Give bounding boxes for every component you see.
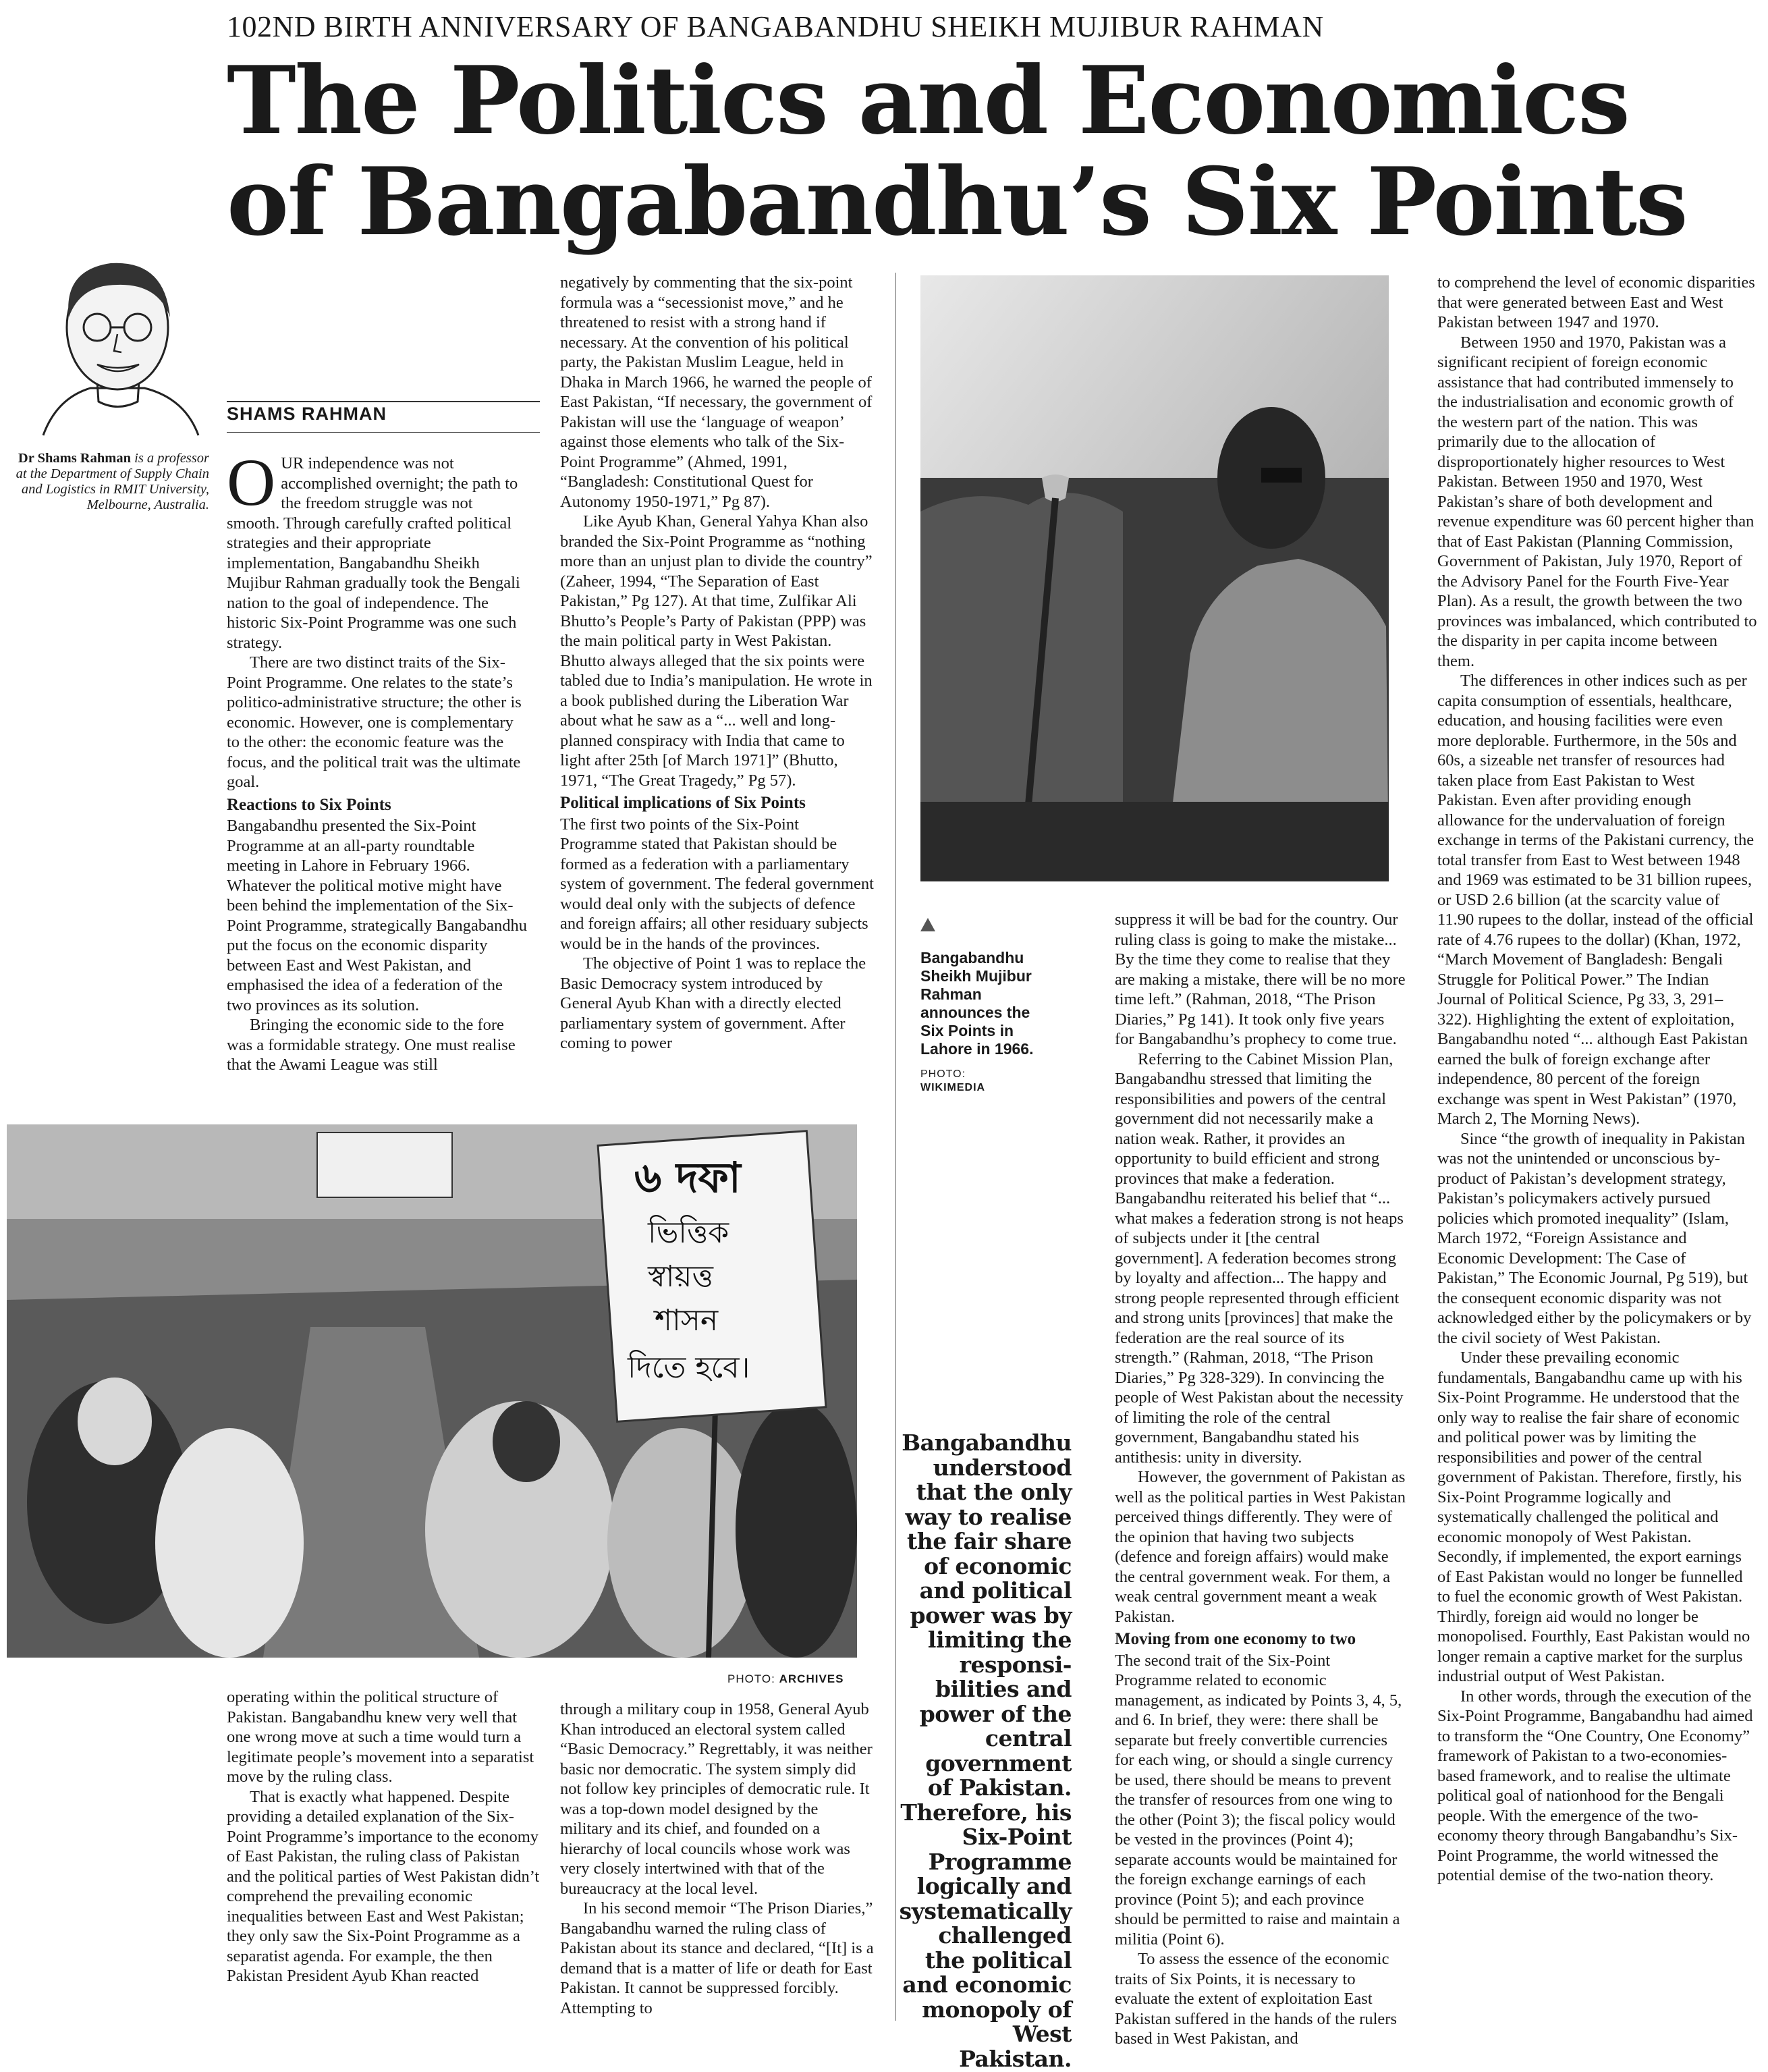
- paragraph: In other words, through the execution of the Six-Point Programme, Bangabandhu had aimed to transform the “One Country, One Economy” framework of Pakistan to a two-economies-based framework, and to realise the ultimate political goal of nationhood for the Bengali people. With the emergence of the two-economy theory through Bangabandhu’s Six-Point Programme, the world witnessed the potential demise of the two-nation theory.: [1437, 1687, 1753, 1884]
- placard-line: ভিত্তিক: [648, 1216, 729, 1250]
- paragraph: The objective of Point 1 was to replace the Basic Democracy system introduced by General Ayub Khan with a directly elected parliamentary system of government. After coming to power: [560, 954, 866, 1052]
- paragraph: Between 1950 and 1970, Pakistan was a significant recipient of foreign economic assistance that had contributed immensely to the industrialisation and economic growth of the western part of the nation. This was primarily due to the allocation of disproportionately higher resources to West Pakistan. Between 1950 and 1970, West Pakistan’s share of both development and revenue expenditure was 60 percent higher than that of East Pakistan (Planning Commission, Government of Pakistan, July 1970, Report of the Advisory Panel for the Fourth Five-Year Plan). As a result, the growth between the two provinces was imbalanced, which contributed to the disparity in per capita income between them.: [1437, 333, 1757, 670]
- photo-credit-label: PHOTO:: [727, 1672, 775, 1685]
- column-5: [1115, 910, 1406, 2049]
- author-sketch-icon: [16, 243, 219, 439]
- photo-credit-label: PHOTO:: [920, 1068, 966, 1080]
- paragraph: operating within the political structure of Pakistan. Bangabandhu knew very well that one wrong move at such a time would turn a legitimate people’s movement into a separatist move by the ruling class.: [227, 1688, 534, 1786]
- paragraph: Like Ayub Khan, General Yahya Khan also branded the Six-Point Programme as “nothing more than an unjust plan to divide the country” (Zaheer, 1994, “The Separation of East Pakistan,” Pg 127). At that time, Zulfikar Ali Bhutto’s People’s Party of Pakistan (PPP) was the main political party in West Pakistan. Bhutto always alleged that the six points were tabled due to India’s manipulation. He wrote in a book published during the Liberation War about what he saw as a “... well and long-planned conspiracy with India that came to light after 25th [of March 1971]” (Bhutto, 1971, “The Great Tragedy,” Pg 57).: [560, 512, 873, 790]
- caption-pointer-icon: [920, 918, 935, 931]
- march-photo: [7, 1124, 857, 1658]
- column-1: [227, 445, 529, 1075]
- photo-credit-source: WIKIMEDIA: [920, 1082, 986, 1093]
- headline: The Politics and Economics of Bangabandhu’s Six Points: [227, 45, 1687, 256]
- byline: SHAMS RAHMAN: [227, 404, 387, 424]
- pull-quote: Bangabandhu understood that the only way to realise the fair share of economic and political power was by limiting the responsi-bilities and power of the central government of Pakistan. Therefore, his Six-Point Programme logically and systematically challenged the political and economic monopoly of West Pakistan.: [899, 1429, 1072, 2072]
- dropcap: O: [227, 445, 276, 520]
- paragraph: In his second memoir “The Prison Diaries,” Bangabandhu warned the ruling class of Pakistan about its stance and declared, “[It] is a demand that is a matter of life or death for East Pakistan. It cannot be suppressed forcibly. Attempting to: [560, 1899, 874, 2017]
- placard-line: শাসন: [655, 1303, 719, 1338]
- author-portrait: [16, 243, 219, 439]
- photo-credit-speech: [920, 1068, 1055, 1095]
- column-divider: [895, 273, 896, 2021]
- paragraph: The first two points of the Six-Point Programme stated that Pakistan should be formed as a federation with a parliamentary system of government. The federal government would deal only with the subjects of defence and foreign affairs; all other residuary subjects would be in the hands of the provinces.: [560, 815, 874, 953]
- placard-line: ৬ দফা: [634, 1153, 741, 1202]
- paragraph: to comprehend the level of economic disparities that were generated between East and West Pakistan between 1947 and 1970.: [1437, 273, 1755, 331]
- paragraph: However, the government of Pakistan as well as the political parties in West Pakistan perceived things differently. They were of the opinion that having two subjects (defence and foreign affairs) would make the central government weak. For them, a weak central government meant a weak Pakistan.: [1115, 1468, 1406, 1626]
- paragraph: Under these prevailing economic fundamentals, Bangabandhu came up with his Six-Point Programme. He understood that the only way to realise the fair share of economic and political power was by limiting the responsibilities and power of the central government of Pakistan. Therefore, firstly, his Six-Point Programme logically and systematically challenged the political and economic monopoly of West Pakistan. Secondly, if implemented, the export earnings of East Pakistan would no longer be funnelled to fuel the economic growth of West Pakistan. Thirdly, foreign aid would no longer be monopolised. Fourthly, East Pakistan would no longer remain a captive market for the surplus industrial output of West Pakistan.: [1437, 1348, 1750, 1685]
- paragraph: negatively by commenting that the six-point formula was a “secessionist move,” and he threatened to resist with a strong hand if necessary. At the convention of his political party, the Pakistan Muslim League, held in Dhaka in March 1966, he warned the people of East Pakistan, “If necessary, the government of Pakistan will use the ‘language of weapon’ against those elements who talk of the Six-Point Programme” (Ahmed, 1991, “Bangladesh: Constitutional Quest for Autonomy 1950-1971,” Pg 87).: [560, 273, 873, 511]
- byline-rule-bottom: [227, 432, 540, 433]
- photo-credit-source: ARCHIVES: [779, 1672, 844, 1685]
- speech-photo: [920, 275, 1389, 881]
- byline-rule: [227, 401, 540, 402]
- paragraph: That is exactly what happened. Despite providing a detailed explanation of the Six-Point Programme’s importance to the economy of East Pakistan, the ruling class of Pakistan and the political parties of West Pakistan didn’t comprehend the prevailing economic inequalities between East and West Pakistan; they only saw the Six-Point Programme as a separatist agenda. For example, the then Pakistan President Ayub Khan reacted: [227, 1787, 540, 1985]
- paragraph: Bangabandhu presented the Six-Point Programme at an all-party roundtable meeting in Lahore in February 1966. Whatever the political motive might have been behind the implementation of the Six-Point Programme, strategically Bangabandhu put the focus on the economic disparity between East and West Pakistan, and emphasised the idea of a federation of the two provinces as its solution.: [227, 817, 527, 1014]
- author-bio-text: is a professor at the Department of Supply Chain and Logistics in RMIT University, Melbourne, Australia.: [16, 451, 209, 512]
- march-photo-image: [7, 1124, 857, 1658]
- speech-photo-image: [920, 275, 1389, 881]
- placard-line: স্বায়ত্ত: [648, 1259, 713, 1294]
- column-2: [560, 273, 875, 1054]
- column-3: [227, 1687, 540, 1986]
- subhead: Reactions to Six Points: [227, 795, 391, 814]
- paragraph: There are two distinct traits of the Six-Point Programme. One relates to the state’s politico-administrative structure; the other is economic. However, one is complementary to the other: the economic feature was the focus, and the political trait was the ultimate goal.: [227, 653, 522, 791]
- paragraph: Referring to the Cabinet Mission Plan, Bangabandhu stressed that limiting the responsibilities and powers of the central government did not necessarily make a nation weak. Rather, it provides an opportunity to build efficient and strong provinces that make a federation. Bangabandhu reiterated his belief that “... what makes a federation strong is not heaps of subjects under it [the central government]. A federation becomes strong by loyalty and affection... The happy and strong people represented through efficient and strong units [provinces] that make the federation are the real source of its strength.” (Rahman, 2018, “The Prison Diaries,” Pg 328-329). In convincing the people of West Pakistan about the necessity of limiting the role of the central government, Bangabandhu stated his antithesis: unity in diversity.: [1115, 1049, 1404, 1467]
- subhead: Moving from one economy to two: [1115, 1630, 1356, 1648]
- column-4: [560, 1699, 875, 2018]
- author-bio: [13, 451, 209, 513]
- kicker: 102ND BIRTH ANNIVERSARY OF BANGABANDHU SHEIKH MUJIBUR RAHMAN: [227, 10, 1324, 43]
- subhead: Political implications of Six Points: [560, 794, 806, 812]
- photo-caption: Bangabandhu Sheikh Mujibur Rahman announces the Six Points in Lahore in 1966.: [920, 949, 1034, 1058]
- paragraph: Since “the growth of inequality in Pakistan was not the unintended or unconscious by-product of Pakistan’s development strategy, Pakistan’s policymakers actively pursued policies which promoted inequality” (Islam, March 1972, “Foreign Assistance and Economic Development: The Case of Pakistan,” The Economic Journal, Pg 519), but the consequent economic disparity was not acknowledged either by the policymakers or by the civil society of West Pakistan.: [1437, 1129, 1752, 1347]
- paragraph: suppress it will be bad for the country. Our ruling class is going to make the mistake... By the time they come to realise that they are making a mistake, there will be no more time left.” (Rahman, 2018, “The Prison Diaries,” Pg 141). It took only five years for Bangabandhu’s prophecy to come true.: [1115, 910, 1406, 1048]
- paragraph: The differences in other indices such as per capita consumption of essentials, healthcare, education, and housing facilities were even more deplorable. Furthermore, in the 50s and 60s, a sizeable net transfer of resources had taken place from East Pakistan to West Pakistan. Even after providing enough allowance for the undervaluation of foreign exchange in terms of the Pakistani currency, the total transfer from East to West between 1948 and 1969 was estimated to be 31 billion rupees, or USD 2.6 billion (at the scarcity value of 11.90 rupees to the dollar, instead of the official rate of 4.76 rupees to the dollar) (Khan, 1972, “March Movement of Bangladesh: Bengali Struggle for Political Power.” The Indian Journal of Political Science, Pg 33, 3, 291–322). Highlighting the extent of exploitation, Bangabandhu noted “... although East Pakistan earned the bulk of foreign exchange after independence, 80 percent of the foreign exchange was spent in West Pakistan” (1970, March 2, The Morning News).: [1437, 672, 1755, 1128]
- paragraph: To assess the essence of the economic traits of Six Points, it is necessary to evaluate the extent of exploitation East Pakistan suffered in the hands of the rulers based in West Pakistan, and: [1115, 1950, 1397, 2048]
- column-6: [1437, 273, 1757, 1886]
- placard-line: দিতে হবে।: [628, 1351, 750, 1385]
- paragraph: Bringing the economic side to the fore was a formidable strategy. One must realise that the Awami League was still: [227, 1016, 516, 1074]
- paragraph: The second trait of the Six-Point Programme related to economic management, as indicated by Points 3, 4, 5, and 6. In brief, they were: there shall be separate but freely convertible currencies for each wing, or should a single currency be used, there should be means to prevent the transfer of resources from one wing to the other (Point 3); the fiscal policy would be vested in the provinces (Point 4); separate accounts would be maintained for the foreign exchange earnings of each province (Point 5); and each province should be permitted to raise and maintain a militia (Point 6).: [1115, 1651, 1402, 1948]
- paragraph: through a military coup in 1958, General Ayub Khan introduced an electoral system called “Basic Democracy.” Regrettably, it was neither basic nor democratic. The system simply did not follow key principles of democratic rule. It was a top-down model designed by the military and its chief, and founded on a hierarchy of local councils whose work was very closely intertwined with that of the bureaucracy at the local level.: [560, 1700, 873, 1898]
- photo-credit-march: [727, 1672, 844, 1686]
- author-bio-name: Dr Shams Rahman: [18, 451, 131, 466]
- paragraph: UR independence was not accomplished overnight; the path to the freedom struggle was not smooth. Through carefully crafted political strategies and their appropriate implementation, Bangabandhu Sheikh Mujibur Rahman gradually took the Bengali nation to the goal of independence. The historic Six-Point Programme was one such strategy.: [227, 454, 520, 652]
